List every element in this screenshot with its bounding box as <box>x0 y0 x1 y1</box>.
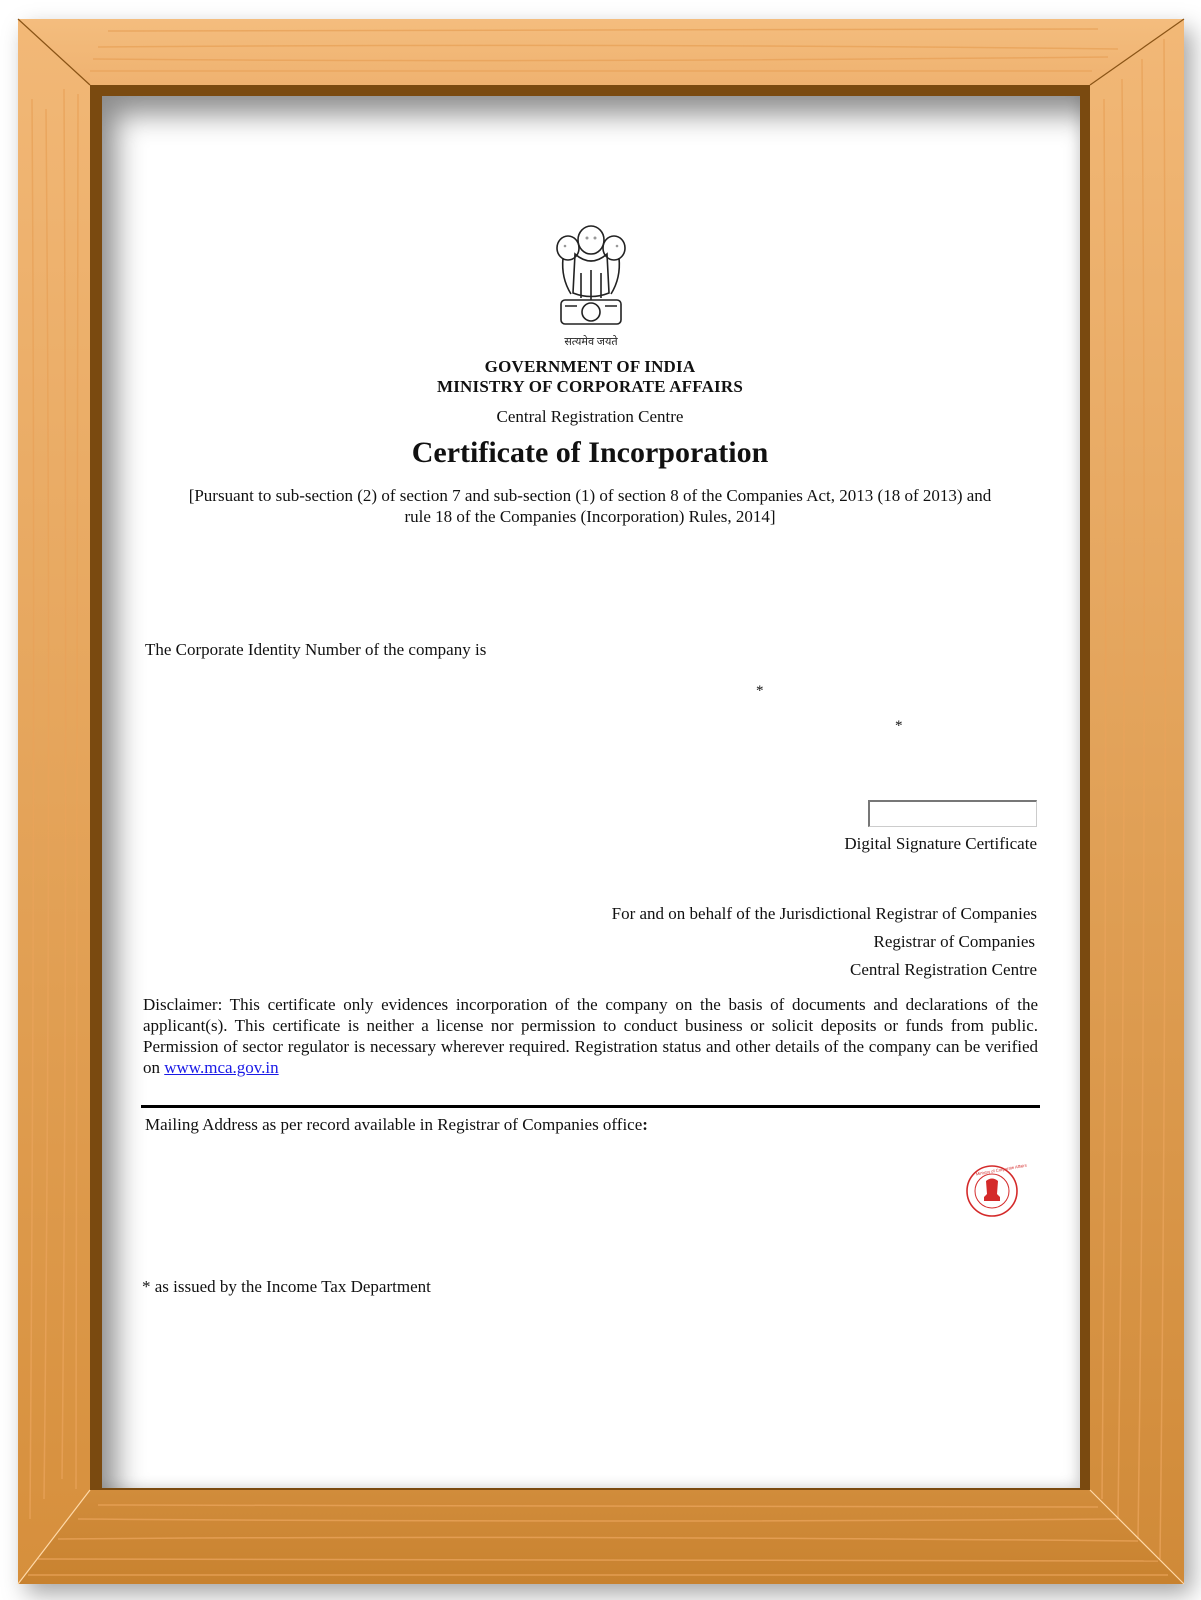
mca-website-link[interactable]: www.mca.gov.in <box>164 1058 279 1077</box>
registrar-title: Registrar of Companies <box>873 932 1035 951</box>
registration-centre: Central Registration Centre <box>496 407 684 426</box>
section-divider <box>141 1105 1040 1108</box>
cin-label: The Corporate Identity Number of the company is <box>145 640 487 659</box>
mca-seal-icon <box>965 1162 1028 1218</box>
ministry-name: MINISTRY OF CORPORATE AFFAIRS <box>436 377 744 396</box>
signatory-centre: Central Registration Centre <box>850 960 1037 979</box>
dsc-label: Digital Signature Certificate <box>844 834 1037 853</box>
disclaimer <box>143 994 1038 1078</box>
government-heading <box>100 357 1080 397</box>
certificate-title: Certificate of Incorporation <box>411 436 769 469</box>
asterisk-marker: * <box>895 718 903 734</box>
emblem-motto: सत्यमेव जयते <box>564 336 618 348</box>
pursuant-line-2: rule 18 of the Companies (Incorporation) Rules, 2014] <box>404 507 776 526</box>
svg-text:Ministry of Corporate Affairs: Ministry of Corporate Affairs <box>975 1162 1028 1177</box>
mailing-label-text: Mailing Address as per record available in Registrar of Companies office <box>145 1115 643 1134</box>
mailing-address-label <box>145 1115 648 1135</box>
government-of-india: GOVERNMENT OF INDIA <box>484 357 696 376</box>
digital-signature-box[interactable] <box>868 800 1037 827</box>
footnote: * as issued by the Income Tax Department <box>142 1277 431 1296</box>
asterisk-marker: * <box>756 683 764 699</box>
on-behalf-text: For and on behalf of the Jurisdictional Registrar of Companies <box>611 904 1037 923</box>
mailing-colon: : <box>642 1115 648 1134</box>
pursuant-clause <box>140 485 1040 527</box>
pursuant-line-1: [Pursuant to sub-section (2) of section 7 and sub-section (1) of section 8 of the Companies Act, 2013 (18 of 2013) and <box>188 486 992 505</box>
state-emblem-icon <box>553 218 629 333</box>
disclaimer-text: Disclaimer: This certificate only evidences incorporation of the company on the basis of documents and declarations of the applicant(s). This certificate is neither a license nor permission to conduct business or solicit deposits or funds from public. Permission of sector regulator is necessary wherever required. Registration status and other details of the company can be verified on <box>143 995 1038 1077</box>
